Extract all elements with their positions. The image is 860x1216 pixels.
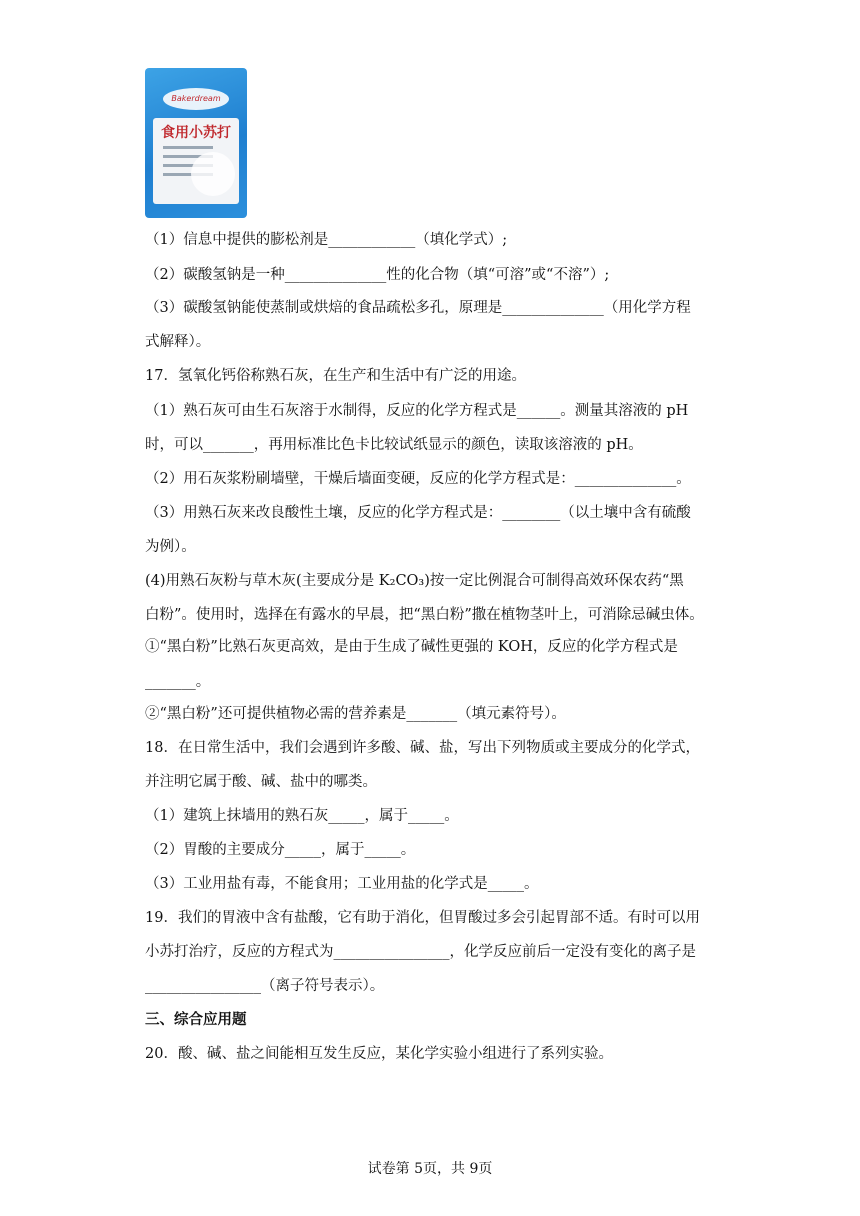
q18-part1: （1）建筑上抹墙用的熟石灰_____，属于_____。: [145, 808, 459, 824]
q17-part1-cont: 时，可以_______，再用标准比色卡比较试纸显示的颜色，读取该溶液的 pH。: [145, 437, 643, 453]
q17-part3: （3）用熟石灰来改良酸性土壤，反应的化学方程式是：________（以土壤中含有硫酸: [145, 505, 691, 521]
product-powder-graphic: [191, 152, 235, 196]
q16-part3: （3）碳酸氢钠能使蒸制或烘焙的食品疏松多孔，原理是______________（用化学方程: [145, 300, 691, 316]
package-label: [153, 118, 239, 204]
q16-part2: （2）碳酸氢钠是一种______________性的化合物（填“可溶”或“不溶”）;: [145, 267, 610, 283]
brand-logo: Bakerdream: [163, 88, 229, 110]
q17-sub1-cont: _______。: [145, 674, 211, 690]
q17-stem: 17．氢氧化钙俗称熟石灰，在生产和生活中有广泛的用途。: [145, 368, 526, 384]
q20-stem: 20．酸、碱、盐之间能相互发生反应，某化学实验小组进行了系列实验。: [145, 1046, 613, 1062]
q18-part2: （2）胃酸的主要成分_____，属于_____。: [145, 842, 416, 858]
q17-sub2: ②“黑白粉”还可提供植物必需的营养素是_______（填元素符号）。: [145, 706, 566, 722]
q17-part2: （2）用石灰浆粉刷墙壁，干燥后墙面变硬，反应的化学方程式是：______________。: [145, 471, 691, 487]
q17-part4-cont: 白粉”。使用时，选择在有露水的早晨，把“黑白粉”撒在植物茎叶上，可消除忌碱虫体。: [145, 607, 704, 623]
q19-stem-cont: 小苏打治疗，反应的方程式为________________，化学反应前后一定没有变化的离子是: [145, 944, 696, 960]
q18-stem-cont: 并注明它属于酸、碱、盐中的哪类。: [145, 774, 377, 790]
q17-sub1: ①“黑白粉”比熟石灰更高效，是由于生成了碱性更强的 KOH，反应的化学方程式是: [145, 639, 678, 655]
q17-part3-cont: 为例）。: [145, 539, 196, 555]
q16-part1: （1）信息中提供的膨松剂是____________（填化学式）;: [145, 232, 508, 248]
q16-part3-cont: 式解释）。: [145, 334, 211, 350]
page-footer: 试卷第 5页，共 9页: [367, 1161, 493, 1177]
baking-soda-package-image: [145, 68, 247, 218]
q18-stem: 18．在日常生活中，我们会遇到许多酸、碱、盐，写出下列物质或主要成分的化学式，: [145, 740, 700, 756]
q17-part1: （1）熟石灰可由生石灰溶于水制得，反应的化学方程式是______。测量其溶液的 pH: [145, 403, 689, 419]
q18-part3: （3）工业用盐有毒，不能食用；工业用盐的化学式是_____。: [145, 876, 539, 892]
q19-stem-end: ________________（离子符号表示）。: [145, 978, 385, 994]
product-title: 食用小苏打: [161, 125, 231, 141]
q17-part4: (4)用熟石灰粉与草木灰(主要成分是 K₂CO₃)按一定比例混合可制得高效环保农药“黑: [145, 573, 684, 589]
section-heading: 三、综合应用题: [145, 1012, 247, 1028]
q19-stem: 19．我们的胃液中含有盐酸，它有助于消化，但胃酸过多会引起胃部不适。有时可以用: [145, 910, 700, 926]
